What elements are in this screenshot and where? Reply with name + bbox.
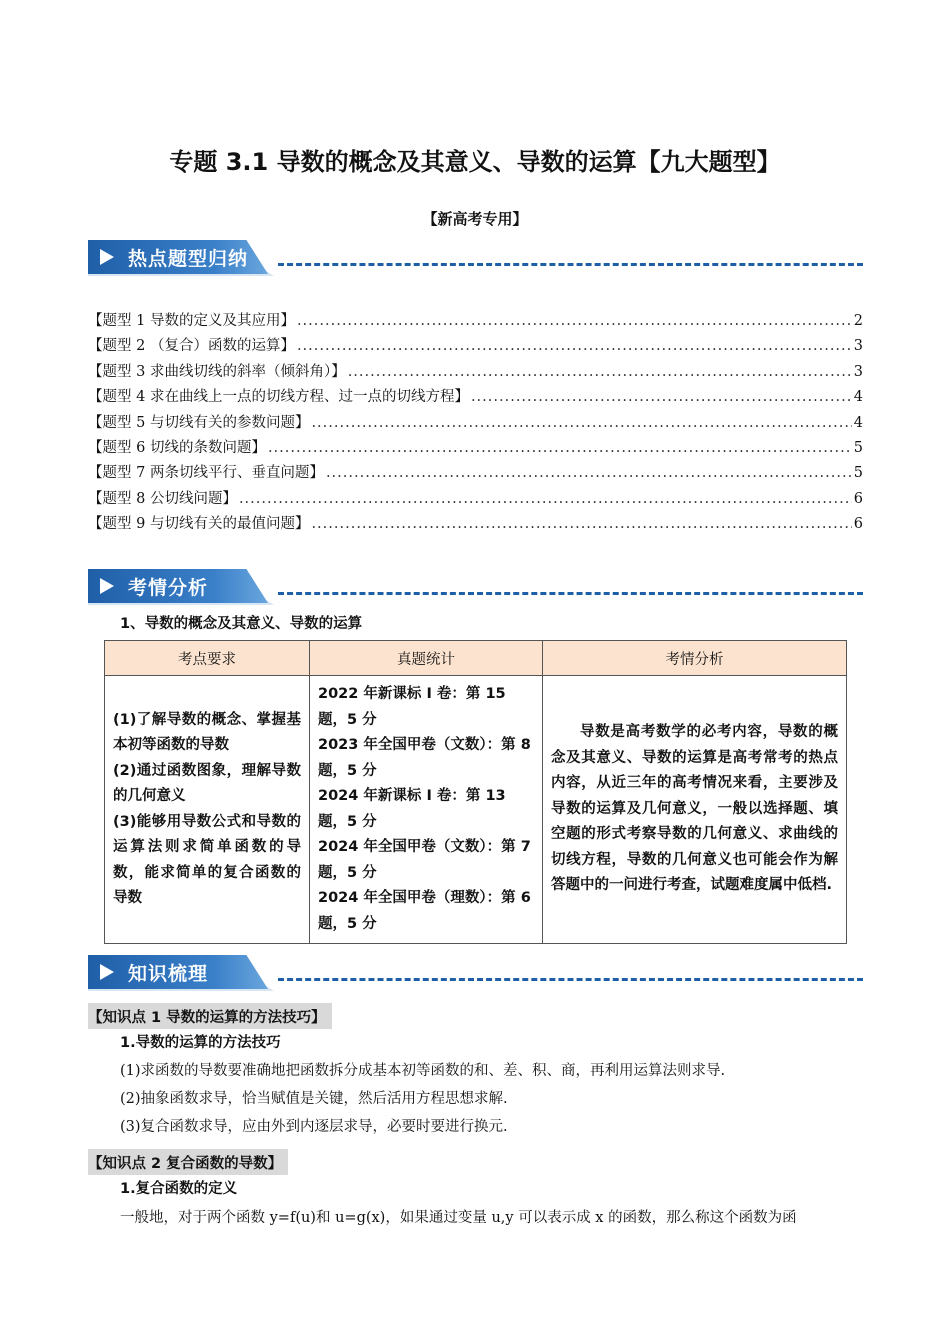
- column-header: 考情分析: [543, 641, 847, 676]
- play-arrow-icon: [100, 249, 114, 265]
- column-header: 真题统计: [310, 641, 543, 676]
- paragraph: (1)求函数的导数要准确地把函数拆分成基本初等函数的和、差、积、商，再利用运算法则求导.: [120, 1063, 726, 1079]
- table-header-row: [105, 641, 847, 676]
- knowledge-point-label: 【知识点 1 导数的运算的方法技巧】: [88, 1003, 332, 1029]
- section-banner-knowledge: [88, 955, 863, 995]
- section-title-knowledge: 知识梳理: [128, 963, 209, 985]
- exam-heading: 1、导数的概念及其意义、导数的运算: [120, 616, 363, 632]
- paragraph: 一般地，对于两个函数 y=f(u)和 u=g(x)，如果通过变量 u,y 可以表示成 x 的函数，那么称这个函数为函: [120, 1210, 797, 1226]
- exam-analysis-table: [104, 640, 847, 944]
- toc-item[interactable]: 【题型 9 与切线有关的最值问题】 ..... 6: [88, 512, 863, 537]
- play-arrow-icon: [100, 578, 114, 594]
- section-banner-hot: [88, 240, 863, 280]
- stats-cell: 2022 年新课标 I 卷：第 15 题，5 分 2023 年全国甲卷（文数）：第 8 题，5 分 2024 年新课标 I 卷：第 13 题，5 分 2024 年全国甲卷（文数）：第 7 题，5 分 2024 年全国甲卷（理数）：第 6 题，5 分: [310, 676, 543, 944]
- knowledge-heading: 1.复合函数的定义: [120, 1181, 238, 1197]
- toc-item[interactable]: 【题型 4 求在曲线上一点的切线方程、过一点的切线方程】 ..... 4: [88, 385, 863, 410]
- section-title-exam: 考情分析: [128, 577, 209, 599]
- table-row: [105, 676, 847, 944]
- knowledge-point-label: 【知识点 2 复合函数的导数】: [88, 1149, 288, 1175]
- table-of-contents: [88, 309, 863, 538]
- toc-item[interactable]: 【题型 1 导数的定义及其应用】 ..... 2: [88, 309, 863, 334]
- toc-item[interactable]: 【题型 8 公切线问题】 ..... 6: [88, 487, 863, 512]
- section-title-hot: 热点题型归纳: [128, 248, 249, 270]
- section-banner-exam: [88, 569, 863, 609]
- page-title: 专题 3.1 导数的概念及其意义、导数的运算【九大题型】: [169, 148, 781, 176]
- requirements-cell: (1)了解导数的概念、掌握基本初等函数的导数 (2)通过函数图象，理解导数的几何意义 (3)能够用导数公式和导数的运算法则求简单函数的导数，能求简单的复合函数的导数: [105, 676, 310, 944]
- toc-item[interactable]: 【题型 6 切线的条数问题】 ..... 5: [88, 436, 863, 461]
- column-header: 考点要求: [105, 641, 310, 676]
- play-arrow-icon: [100, 964, 114, 980]
- paragraph: (3)复合函数求导，应由外到内逐层求导，必要时要进行换元.: [120, 1119, 508, 1135]
- analysis-cell: 导数是高考数学的必考内容，导数的概念及其意义、导数的运算是高考常考的热点内容，从近三年的高考情况来看，主要涉及导数的运算及几何意义，一般以选择题、填空题的形式考察导数的几何意义、求曲线的切线方程，导数的几何意义也可能会作为解答题中的一问进行考查，试题难度属中低档.: [543, 676, 847, 944]
- page-subtitle: 【新高考专用】: [422, 210, 528, 228]
- knowledge-heading: 1.导数的运算的方法技巧: [120, 1035, 281, 1051]
- toc-item[interactable]: 【题型 5 与切线有关的参数问题】 ..... 4: [88, 411, 863, 436]
- toc-item[interactable]: 【题型 2 （复合）函数的运算】 ..... 3: [88, 334, 863, 359]
- toc-item[interactable]: 【题型 3 求曲线切线的斜率（倾斜角）】 ..... 3: [88, 360, 863, 385]
- paragraph: (2)抽象函数求导，恰当赋值是关键，然后活用方程思想求解.: [120, 1091, 508, 1107]
- toc-item[interactable]: 【题型 7 两条切线平行、垂直问题】 ..... 5: [88, 461, 863, 486]
